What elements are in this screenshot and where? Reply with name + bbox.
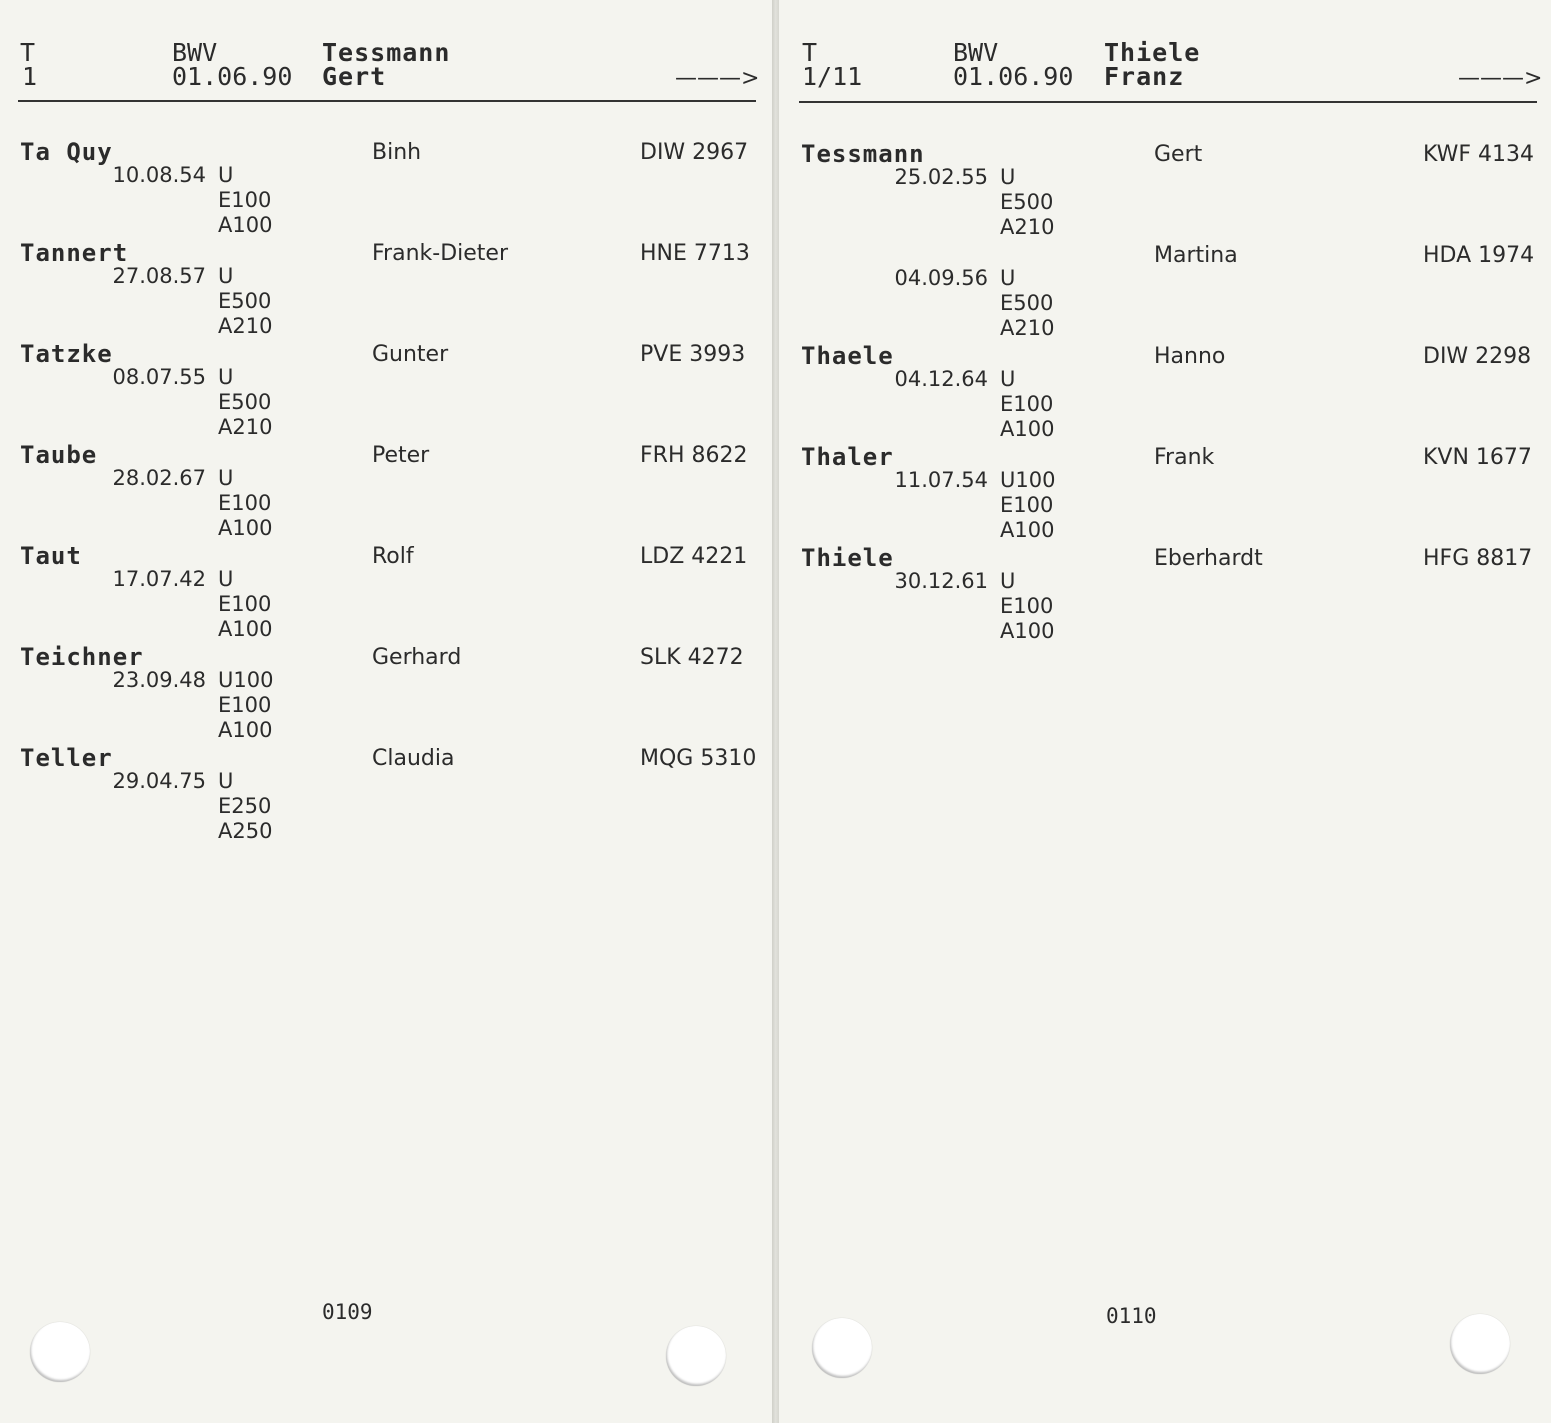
entry-surname: Thaele bbox=[801, 342, 894, 370]
entry-surname: Ta Quy bbox=[20, 138, 113, 166]
list-item bbox=[0, 138, 772, 238]
header-org: BWV bbox=[953, 38, 999, 67]
header-index: 1 bbox=[22, 62, 38, 91]
header-surname: Tessmann bbox=[322, 38, 451, 67]
entry-flag: U bbox=[218, 163, 234, 187]
entry-code: PVE 3993 bbox=[640, 342, 746, 367]
entry-flag: U100 bbox=[1000, 468, 1056, 492]
entry-birthdate: 04.12.64 bbox=[894, 367, 988, 391]
entry-flag: A210 bbox=[218, 314, 273, 338]
entry-flag: E100 bbox=[218, 592, 272, 616]
header-date: 01.06.90 bbox=[953, 62, 1074, 91]
entry-flag: A210 bbox=[1000, 215, 1055, 239]
entry-birthdate: 23.09.48 bbox=[112, 668, 206, 692]
entry-code: FRH 8622 bbox=[640, 443, 748, 468]
right-page bbox=[779, 0, 1551, 1423]
list-item bbox=[779, 544, 1551, 644]
header-firstname: Gert bbox=[322, 62, 387, 91]
entry-flag: A100 bbox=[1000, 518, 1055, 542]
list-item bbox=[779, 342, 1551, 442]
entry-firstname: Martina bbox=[1154, 243, 1238, 268]
entry-flag: A100 bbox=[218, 516, 273, 540]
entry-firstname: Frank-Dieter bbox=[372, 241, 508, 266]
entry-code: DIW 2298 bbox=[1423, 344, 1532, 369]
entry-birthdate: 11.07.54 bbox=[894, 468, 988, 492]
punch-hole bbox=[1450, 1314, 1510, 1374]
entry-flag: U bbox=[218, 769, 234, 793]
list-item bbox=[0, 340, 772, 440]
list-item bbox=[779, 241, 1551, 341]
header-rule bbox=[799, 101, 1537, 103]
list-item bbox=[0, 239, 772, 339]
entry-flag: U bbox=[1000, 266, 1016, 290]
list-item bbox=[779, 140, 1551, 240]
entry-birthdate: 17.07.42 bbox=[112, 567, 206, 591]
header-letter: T bbox=[802, 38, 818, 67]
entry-code: SLK 4272 bbox=[640, 645, 744, 670]
punch-hole bbox=[666, 1326, 726, 1386]
entry-flag: E250 bbox=[218, 794, 272, 818]
entry-flag: U bbox=[1000, 367, 1016, 391]
entry-firstname: Eberhardt bbox=[1154, 546, 1263, 571]
page-number: 0109 bbox=[322, 1300, 373, 1324]
entry-surname: Thiele bbox=[801, 544, 894, 572]
entry-flag: E500 bbox=[218, 390, 272, 414]
entry-birthdate: 30.12.61 bbox=[894, 569, 988, 593]
entry-surname: Tannert bbox=[20, 239, 129, 267]
entry-firstname: Gerhard bbox=[372, 645, 462, 670]
header-surname: Thiele bbox=[1104, 38, 1201, 67]
entry-flag: A100 bbox=[218, 617, 273, 641]
entry-flag: A210 bbox=[1000, 316, 1055, 340]
entry-surname: Thaler bbox=[801, 443, 894, 471]
header-date: 01.06.90 bbox=[172, 62, 293, 91]
entry-birthdate: 10.08.54 bbox=[112, 163, 206, 187]
entry-firstname: Gunter bbox=[372, 342, 449, 367]
entry-code: HDA 1974 bbox=[1423, 243, 1535, 268]
header-firstname: Franz bbox=[1104, 62, 1185, 91]
entry-flag: E500 bbox=[1000, 291, 1054, 315]
next-arrow-icon: ———> bbox=[1458, 66, 1543, 91]
entry-surname: Tessmann bbox=[801, 140, 925, 168]
header-org: BWV bbox=[172, 38, 218, 67]
entry-code: LDZ 4221 bbox=[640, 544, 748, 569]
entry-surname: Tatzke bbox=[20, 340, 113, 368]
entry-flag: U bbox=[1000, 569, 1016, 593]
entry-code: KVN 1677 bbox=[1423, 445, 1532, 470]
entry-surname: Teichner bbox=[20, 643, 144, 671]
entry-flag: E500 bbox=[218, 289, 272, 313]
entry-flag: U bbox=[218, 466, 234, 490]
page-number: 0110 bbox=[1106, 1304, 1157, 1328]
entry-flag: U bbox=[1000, 165, 1016, 189]
entry-surname: Taube bbox=[20, 441, 98, 469]
entry-code: KWF 4134 bbox=[1423, 142, 1535, 167]
list-item bbox=[0, 441, 772, 541]
entry-flag: A210 bbox=[218, 415, 273, 439]
header-rule bbox=[18, 100, 756, 102]
entry-firstname: Peter bbox=[372, 443, 430, 468]
entry-code: DIW 2967 bbox=[640, 140, 749, 165]
entry-surname: Teller bbox=[20, 744, 113, 772]
entry-surname: Taut bbox=[20, 542, 82, 570]
entry-flag: E100 bbox=[218, 188, 272, 212]
entry-code: HNE 7713 bbox=[640, 241, 750, 266]
entry-flag: E100 bbox=[1000, 594, 1054, 618]
punch-hole bbox=[812, 1318, 872, 1378]
entry-firstname: Claudia bbox=[372, 746, 455, 771]
page-gutter bbox=[772, 0, 779, 1423]
entry-flag: A100 bbox=[1000, 619, 1055, 643]
header-letter: T bbox=[20, 38, 36, 67]
entry-firstname: Frank bbox=[1154, 445, 1215, 470]
entry-flag: E100 bbox=[1000, 392, 1054, 416]
list-item bbox=[0, 643, 772, 743]
entry-birthdate: 29.04.75 bbox=[112, 769, 206, 793]
entry-flag: U bbox=[218, 567, 234, 591]
entry-code: MQG 5310 bbox=[640, 746, 757, 771]
entry-birthdate: 04.09.56 bbox=[894, 266, 988, 290]
left-page bbox=[0, 0, 772, 1423]
entry-flag: U bbox=[218, 365, 234, 389]
entry-flag: U100 bbox=[218, 668, 274, 692]
entry-birthdate: 28.02.67 bbox=[112, 466, 206, 490]
entry-flag: E100 bbox=[1000, 493, 1054, 517]
header-index: 1/11 bbox=[802, 62, 863, 91]
entry-birthdate: 27.08.57 bbox=[112, 264, 206, 288]
entry-birthdate: 08.07.55 bbox=[112, 365, 206, 389]
list-item bbox=[779, 443, 1551, 543]
entry-firstname: Hanno bbox=[1154, 344, 1226, 369]
entry-firstname: Gert bbox=[1154, 142, 1203, 167]
entry-flag: E500 bbox=[1000, 190, 1054, 214]
entry-firstname: Rolf bbox=[372, 544, 414, 569]
list-item bbox=[0, 542, 772, 642]
entry-code: HFG 8817 bbox=[1423, 546, 1533, 571]
punch-hole bbox=[30, 1322, 90, 1382]
entry-flag: A100 bbox=[1000, 417, 1055, 441]
entry-flag: A100 bbox=[218, 718, 273, 742]
entry-birthdate: 25.02.55 bbox=[894, 165, 988, 189]
list-item bbox=[0, 744, 772, 844]
entry-flag: E100 bbox=[218, 491, 272, 515]
entry-flag: E100 bbox=[218, 693, 272, 717]
entry-flag: U bbox=[218, 264, 234, 288]
entry-flag: A250 bbox=[218, 819, 273, 843]
next-arrow-icon: ———> bbox=[675, 66, 760, 91]
entry-flag: A100 bbox=[218, 213, 273, 237]
entry-firstname: Binh bbox=[372, 140, 422, 165]
